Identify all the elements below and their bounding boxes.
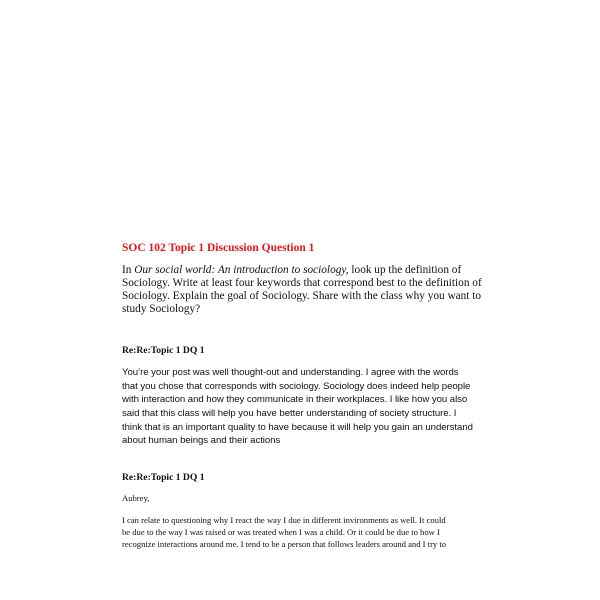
question-line: Sociology. Explain the goal of Sociology. Share with the class why you want to — [122, 290, 482, 302]
reply-line: You’re your post was well thought-out and understanding. I agree with the words — [122, 367, 459, 378]
reply-line: with interaction and how they communicate in their workplaces. I like how you also — [122, 394, 468, 405]
reply-line: think that is an important quality to have because it will help you gain an understand — [122, 422, 473, 433]
reply-line: that you chose that corresponds with sociology. Sociology does indeed help people — [122, 381, 471, 392]
reply-line: about human beings and their actions — [122, 435, 281, 446]
reply-line: recognize interactions around me. I tend to be a person that follows leaders around and I try to — [122, 539, 447, 549]
reply-heading: Re:Re:Topic 1 DQ 1 — [122, 345, 205, 356]
question-line: Sociology. Write at least four keywords that correspond best to the definition of — [122, 277, 482, 289]
question-line — [122, 264, 461, 276]
book-title: Our social world: An introduction to sociology, — [134, 264, 349, 276]
reply-line: I can relate to questioning why I react the way I due in different invironments as well. It could — [122, 515, 446, 525]
question-prefix: In — [122, 264, 135, 276]
reply-line: said that this class will help you have better understanding of society structure. I — [122, 408, 457, 419]
reply-heading: Re:Re:Topic 1 DQ 1 — [122, 472, 205, 483]
reply-line: be due to the way I was raised or was treated when I was a child. Or it could be due to how I — [122, 527, 440, 537]
reply-greeting: Aubrey, — [122, 493, 150, 503]
question-line: study Sociology? — [122, 303, 201, 315]
document-title: SOC 102 Topic 1 Discussion Question 1 — [122, 242, 315, 254]
question-text: look up the definition of — [348, 264, 462, 276]
